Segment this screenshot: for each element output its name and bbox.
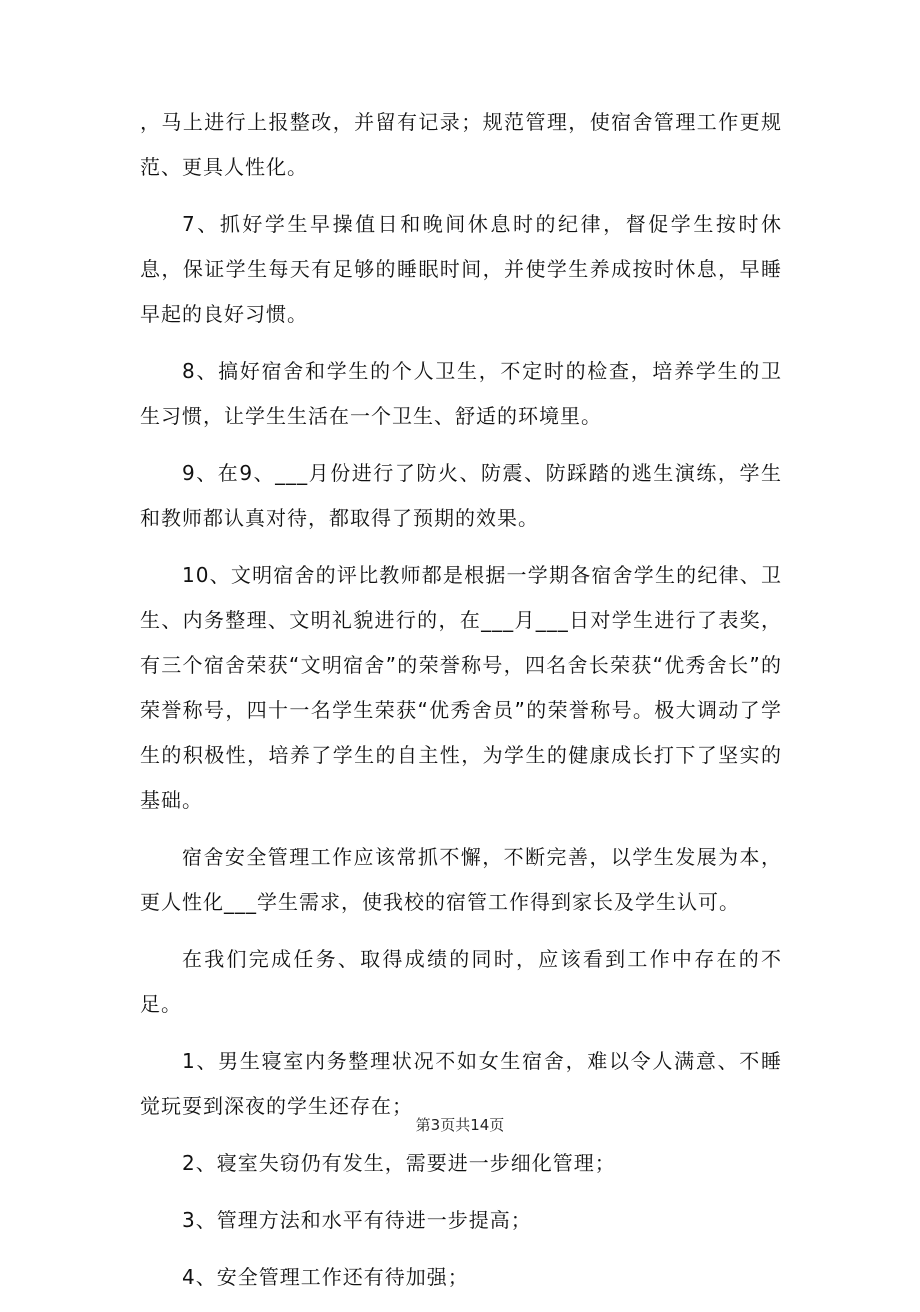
paragraph-summary: 宿舍安全管理工作应该常抓不懈，不断完善，以学生发展为本，更人性化___学生需求，使我校的宿管工作得到家长及学生认可。 bbox=[140, 845, 782, 914]
paragraph-shortcomings-intro: 在我们完成任务、取得成绩的同时，应该看到工作中存在的不足。 bbox=[140, 947, 782, 1016]
page-number-footer: 第3页共14页 bbox=[415, 1116, 505, 1134]
paragraph-continuation: ，马上进行上报整改，并留有记录；规范管理，使宿舍管理工作更规范、更具人性化。 bbox=[140, 110, 782, 179]
paragraph-item-9: 9、在9、___月份进行了防火、防震、防踩踏的逃生演练，学生和教师都认真对待，都取得了预期的效果。 bbox=[140, 461, 782, 530]
paragraph-item-7: 7、抓好学生早操值日和晚间休息时的纪律，督促学生按时休息，保证学生每天有足够的睡眠时间，并使学生养成按时休息，早睡早起的良好习惯。 bbox=[140, 212, 782, 326]
paragraph-item-8: 8、搞好宿舍和学生的个人卫生，不定时的检查，培养学生的卫生习惯，让学生生活在一个卫生、舒适的环境里。 bbox=[140, 359, 782, 428]
paragraph-shortcoming-2: 2、寝室失窃仍有发生，需要进一步细化管理； bbox=[182, 1151, 616, 1175]
paragraph-shortcoming-4: 4、安全管理工作还有待加强； bbox=[182, 1265, 469, 1289]
paragraph-shortcoming-1: 1、男生寝室内务整理状况不如女生宿舍，难以令人满意、不睡觉玩耍到深夜的学生还存在； bbox=[140, 1049, 782, 1118]
paragraph-shortcoming-3: 3、管理方法和水平有待进一步提高； bbox=[182, 1208, 532, 1232]
paragraph-item-10: 10、文明宿舍的评比教师都是根据一学期各宿舍学生的纪律、卫生、内务整理、文明礼貌进行的，在___月___日对学生进行了表奖，有三个宿舍荣获“文明宿舍”的荣誉称号，四名舍长荣获“优秀舍长”的荣誉称号，四十一名学生荣获“优秀舍员”的荣誉称号。极大调动了学生的积极性，培养了学生的自主性，为学生的健康成长打下了坚实的基础。 bbox=[140, 563, 782, 812]
